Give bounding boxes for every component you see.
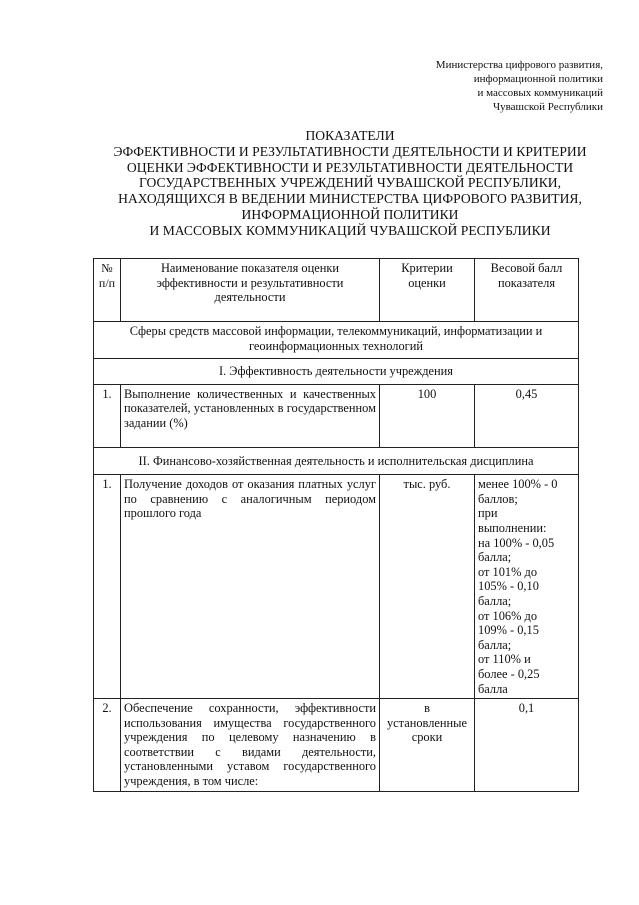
ministry-line: Министерства цифрового развития, <box>435 59 603 71</box>
title-line: ЭФФЕКТИВНОСТИ И РЕЗУЛЬТАТИВНОСТИ ДЕЯТЕЛЬНОСТИ И КРИТЕРИИ <box>113 143 587 159</box>
title-line: ГОСУДАРСТВЕННЫХ УЧРЕЖДЕНИЙ ЧУВАШСКОЙ РЕСПУБЛИКИ, <box>138 175 561 191</box>
ministry-header <box>436 58 603 114</box>
weight-line: 109% - 0,15 <box>478 623 539 638</box>
weight-line: менее 100% - 0 <box>478 477 558 492</box>
row-name: Получение доходов от оказания платных услуг по сравнению с аналогичным периодом прошлого года <box>121 475 380 699</box>
title-line: И МАССОВЫХ КОММУНИКАЦИЙ ЧУВАШСКОЙ РЕСПУБЛИКИ <box>149 222 551 238</box>
row-weight: 0,45 <box>475 384 579 447</box>
ministry-line: информационной политики <box>473 73 603 85</box>
row-weight: 0,1 <box>475 699 579 792</box>
table-header-row <box>94 259 579 322</box>
section-title-1: I. Эффективность деятельности учреждения <box>94 359 579 385</box>
document-title <box>60 128 639 239</box>
title-line: ИНФОРМАЦИОННОЙ ПОЛИТИКИ <box>241 206 459 222</box>
section-row <box>94 447 579 475</box>
indicators-table <box>93 258 579 792</box>
table-row <box>94 699 579 792</box>
header-num: № п/п <box>94 259 121 322</box>
header-weight: Весовой балл показателя <box>475 259 579 322</box>
row-num: 2. <box>94 699 121 792</box>
title-line: ПОКАЗАТЕЛИ <box>305 128 395 143</box>
sphere-row <box>94 322 579 359</box>
row-criteria: тыс. руб. <box>380 475 475 699</box>
row-num: 1. <box>94 475 121 699</box>
weight-line: балла <box>478 681 508 696</box>
weight-line: балла; <box>478 637 512 652</box>
header-name: Наименование показателя оценки эффективности и результативности деятельности <box>121 259 380 322</box>
weight-line: баллов; <box>478 491 518 506</box>
ministry-line: Чувашской Республики <box>492 101 603 113</box>
title-line: НАХОДЯЩИХСЯ В ВЕДЕНИИ МИНИСТЕРСТВА ЦИФРОВОГО РАЗВИТИЯ, <box>118 191 582 207</box>
weight-line: балла; <box>478 593 512 608</box>
weight-line: балла; <box>478 550 512 565</box>
row-criteria: в установленные сроки <box>380 699 475 792</box>
row-name: Выполнение количественных и качественных показателей, установленных в государственном задании (%) <box>121 384 380 447</box>
weight-line: при <box>478 506 498 521</box>
weight-line: выполнении: <box>478 520 547 535</box>
ministry-line: и массовых коммуникаций <box>477 87 603 99</box>
sphere-title: Сферы средств массовой информации, телекоммуникаций, информатизации и геоинформационных технологий <box>94 322 579 359</box>
row-weight-scale <box>475 475 579 699</box>
row-name: Обеспечение сохранности, эффективности использования имущества государственного учреждения по целевому назначению в соответствии с видами деятельности, установленными уставом государственного учреждения, в том числе: <box>121 699 380 792</box>
header-criteria: Критерии оценки <box>380 259 475 322</box>
weight-line: более - 0,25 <box>478 666 540 681</box>
section-title-2: II. Финансово-хозяйственная деятельность и исполнительская дисциплина <box>94 447 579 475</box>
weight-line: от 106% до <box>478 608 538 623</box>
weight-line: от 110% и <box>478 652 531 667</box>
row-criteria: 100 <box>380 384 475 447</box>
section-row <box>94 359 579 385</box>
weight-line: от 101% до <box>478 564 538 579</box>
row-num: 1. <box>94 384 121 447</box>
weight-line: на 100% - 0,05 <box>478 535 555 550</box>
table-row <box>94 384 579 447</box>
table-row <box>94 475 579 699</box>
title-line: ОЦЕНКИ ЭФФЕКТИВНОСТИ И РЕЗУЛЬТАТИВНОСТИ ДЕЯТЕЛЬНОСТИ <box>126 159 574 175</box>
weight-line: 105% - 0,10 <box>478 579 539 594</box>
